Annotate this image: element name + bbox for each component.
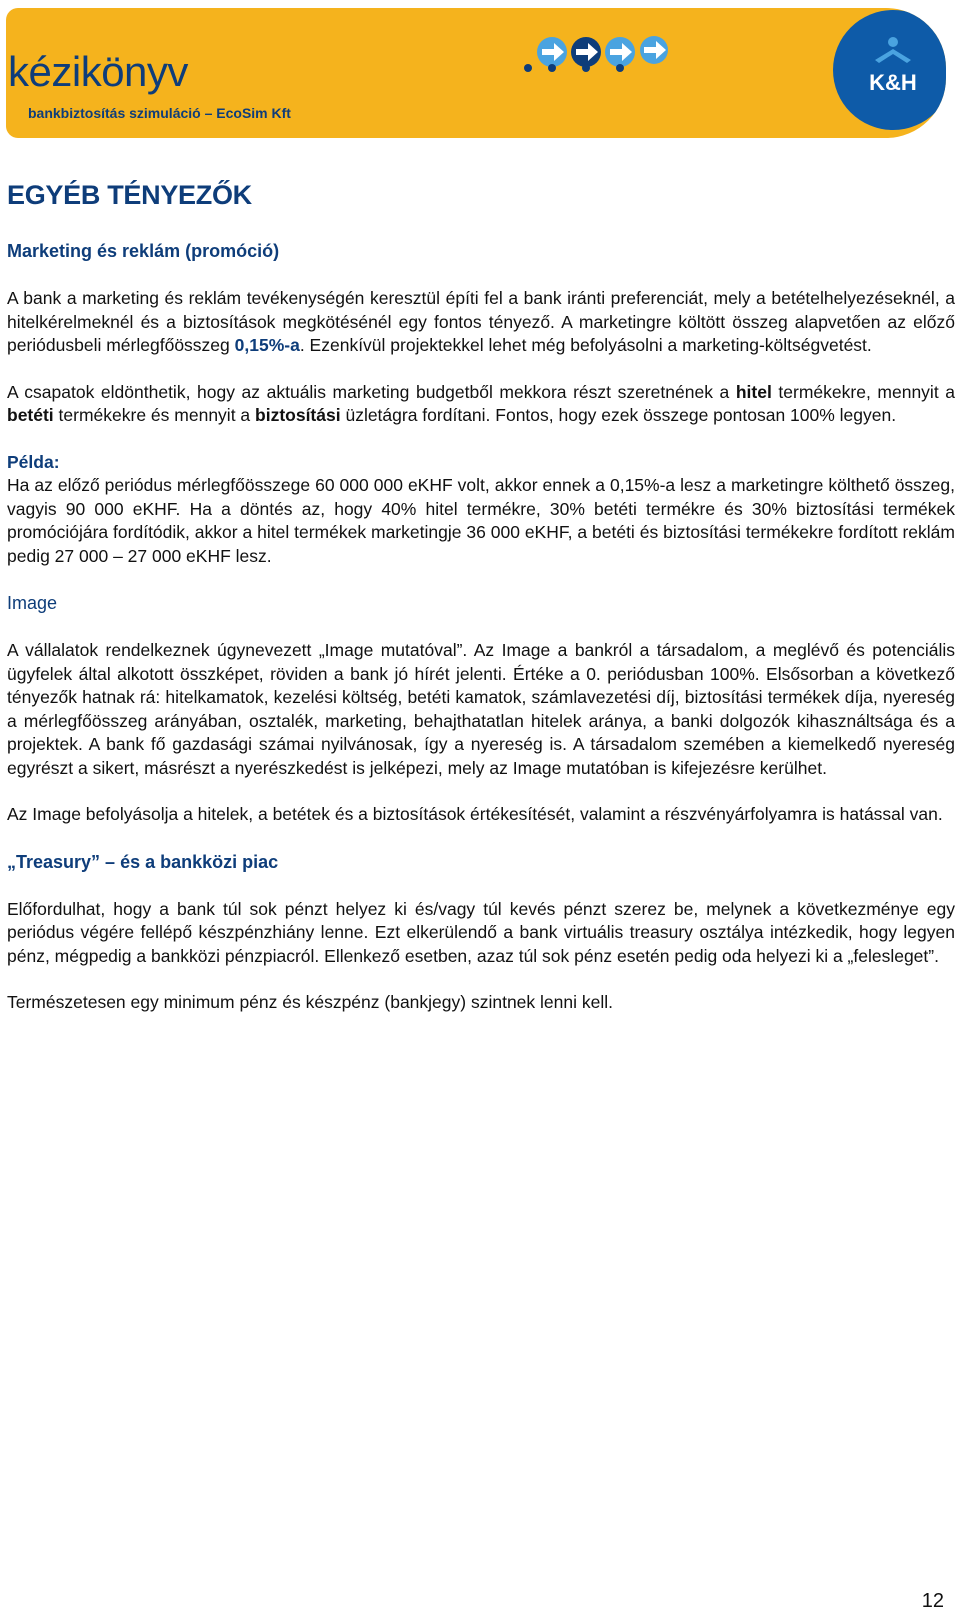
paragraph-treasury: Előfordulhat, hogy a bank túl sok pénzt helyez ki és/vagy túl kevés pénzt szerez be, melynek a következménye egy periódus végére fellépő készpénzhiány lenne. Ezt elkerülendő a bank virtuális treasury osztálya intézkedik, hogy legyen pénz, mégpedig a bankközi pénzpiacról. Ellenkező esetben, azaz túl sok pénz esetén pedig oda helyezi ki a „felesleget”. (7, 898, 955, 966)
example-label: Példa: (7, 451, 60, 472)
paragraph-marketing-intro (7, 287, 955, 358)
paragraph-image-intro: A vállalatok rendelkeznek úgynevezett „Image mutatóval”. Az Image a bankról a társadalom, a meglévő és potenciális ügyfelek által alkotott összképet, röviden a bank jó hírét jelenti. Értéke a 0. periódusban 100%. Elsősorban a következő tényezők hatnak rá: hitelkamatok, kezelési költség, betéti kamatok, számlavezetési díj, biztosítási termékek díja, nyereség a mérlegfőösszeg arányában, osztalék, marketing, behajthatatlan hitelek aránya, a banki dolgozók kihasználtsága és a projektek. A bank fő gazdasági számai nyilvánosak, így a nyereség is. A társadalom szemében a kiemelkedő nyereség egyrészt a sikert, másrészt a nyerészkedést is jelképezi, mely az Image mutatóban is kifejezésre kerülhet. (7, 640, 955, 778)
bold-beteti: betéti (7, 405, 54, 425)
highlight-percent: 0,15%-a (234, 335, 300, 355)
bold-biztositasi: biztosítási (255, 405, 341, 425)
kh-logo-icon (873, 36, 913, 66)
section-title-marketing: Marketing és reklám (promóció) (7, 241, 280, 261)
text-run: A csapatok eldönthetik, hogy az aktuális marketing budgetből mekkora részt szeretnének a (7, 381, 736, 402)
arrow-circle-icon[interactable] (571, 37, 601, 72)
kh-logo (833, 10, 946, 130)
arrow-circle-icon[interactable] (537, 37, 567, 72)
kh-logo-text: K&H (869, 70, 917, 95)
paragraph-image-effect: Az Image befolyásolja a hitelek, a betétek és a biztosítások értékesítését, valamint a részvényárfolyamra is hatással van. (7, 804, 943, 824)
section-title-treasury: „Treasury” – és a bankközi piac (7, 851, 279, 872)
nav-arrows (524, 34, 704, 78)
header-subtitle: bankbiztosítás szimuláció – EcoSim Kft (28, 105, 291, 121)
text-run: termékekre, mennyit a (771, 381, 955, 402)
page-number: 12 (921, 1590, 944, 1612)
paragraph-example (7, 451, 955, 569)
header-title: kézikönyv (8, 48, 188, 95)
section-title-image: Image (7, 593, 58, 613)
arrow-circle-icon[interactable] (605, 37, 635, 72)
arrow-circle-icon[interactable] (524, 64, 532, 72)
text-run: A bank a marketing és reklám tevékenységén keresztül építi fel a bank iránti preferenciát, mely a betételhelyezéseknél, a hitelkérelmeknél és a biztosítások megkötésénél egy fontos tényező. A marketingre költött összeg alapvetően az előző periódusbeli mérlegfőösszeg (7, 288, 955, 355)
page-title: EGYÉB TÉNYEZŐK (7, 180, 252, 210)
document-body (7, 178, 955, 1038)
paragraph-marketing-budget (7, 381, 955, 428)
paragraph-minimum-cash: Természetesen egy minimum pénz és készpénz (bankjegy) szintnek lenni kell. (7, 992, 613, 1012)
arrow-circle-icon[interactable] (640, 36, 668, 64)
text-run: . Ezenkívül projektekkel lehet még befolyásolni a marketing-költségvetést. (299, 335, 872, 355)
bold-hitel: hitel (735, 381, 772, 402)
header-banner (6, 8, 946, 138)
text-run: termékekre és mennyit a (53, 405, 256, 425)
example-text: Ha az előző periódus mérlegfőösszege 60 000 000 eKHF volt, akkor ennek a 0,15%-a lesz a marketingre költhető összeg, vagyis 90 000 eKHF. Ha a döntés az, hogy 40% hitel termékre, 30% betéti termékre és 30% biztosítási termékek promóciójára fordítódik, akkor a hitel termékek marketingje 36 000 eKHF, a betéti és biztosítási termékekre fordított reklám pedig 27 000 – 27 000 eKHF lesz. (7, 475, 955, 566)
text-run: üzletágra fordítani. Fontos, hogy ezek összege pontosan 100% legyen. (340, 405, 897, 425)
